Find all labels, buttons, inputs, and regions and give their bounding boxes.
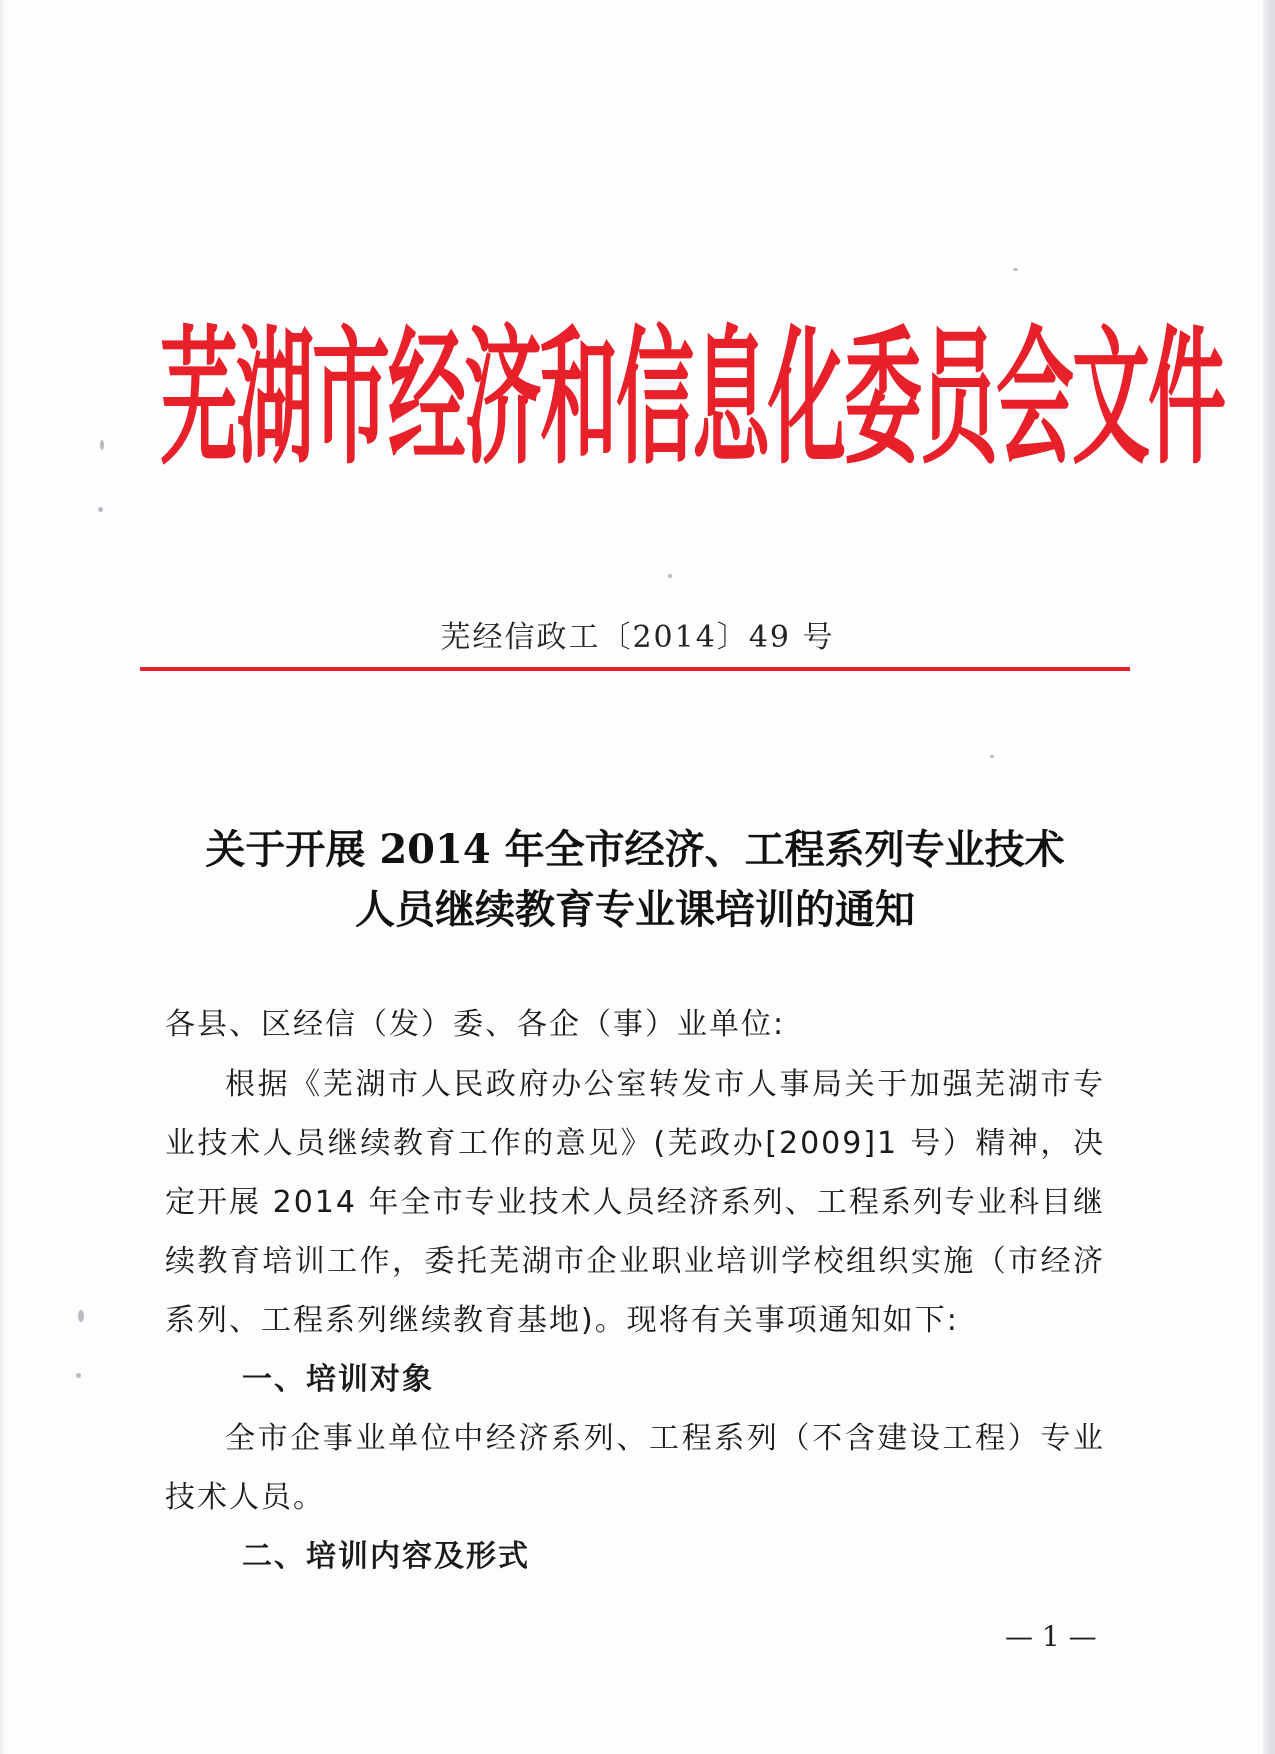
section-1-heading: 一、培训对象 xyxy=(242,1362,434,1397)
scan-speck xyxy=(98,507,103,512)
intro-paragraph: 根据《芜湖市人民政府办公室转发市人事局关于加强芜湖市专业技术人员继续教育工作的意见》(芜政办[2009]1 号）精神，决定开展 2014 年全市专业技术人员经济系列、工程系列专业科目继续教育培训工作，委托芜湖市企业职业培训学校组织实施（市经济系列、工程系列继续教育基地)。现将有关事项通知如下: xyxy=(165,1067,1105,1338)
scan-speck xyxy=(78,1310,84,1322)
scan-speck xyxy=(100,440,104,450)
section-2-heading: 二、培训内容及形式 xyxy=(242,1539,530,1574)
page-number: — 1 — xyxy=(1005,1620,1097,1653)
scan-speck xyxy=(76,1373,81,1378)
notice-title-line-1: 关于开展 2014 年全市经济、工程系列专业技术 xyxy=(205,826,1065,873)
notice-body xyxy=(165,995,1105,1586)
section-1-paragraph: 全市企事业单位中经济系列、工程系列（不含建设工程）专业技术人员。 xyxy=(165,1421,1105,1515)
document-number: 芜经信政工〔2014〕49 号 xyxy=(440,620,835,655)
scan-edge-left xyxy=(0,0,6,1754)
notice-title xyxy=(140,820,1130,940)
masthead-title: 芜湖市经济和信息化委员会文件 xyxy=(160,312,1225,486)
notice-title-line-2: 人员继续教育专业课培训的通知 xyxy=(355,886,915,933)
red-separator-line xyxy=(140,667,1130,671)
salutation: 各县、区经信（发）委、各企（事）业单位: xyxy=(165,1007,786,1042)
scan-speck xyxy=(990,755,994,758)
scan-edge-right xyxy=(1263,0,1275,1754)
